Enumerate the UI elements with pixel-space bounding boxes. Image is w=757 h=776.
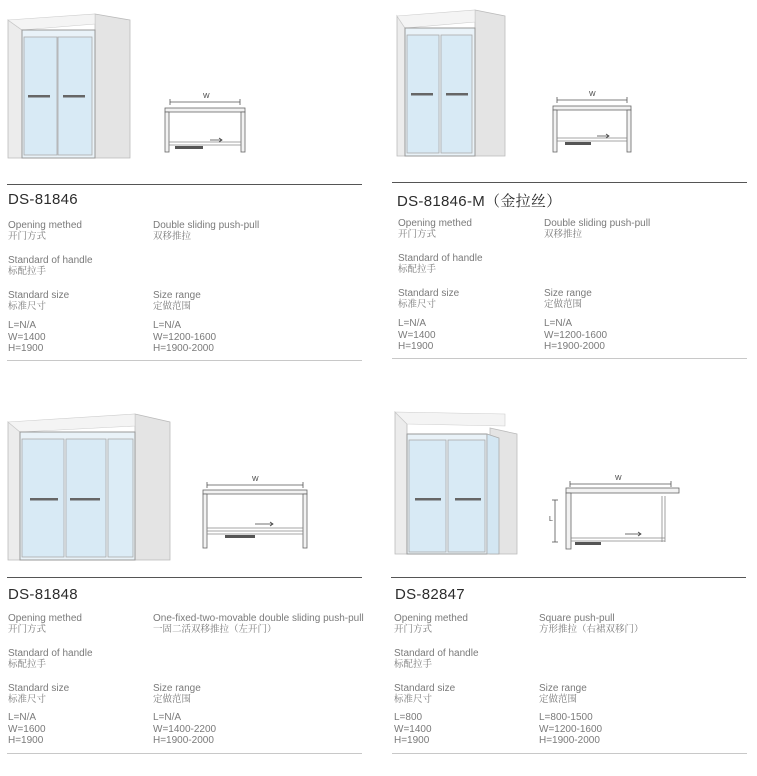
standard-size-values: L=N/A W=1400 H=1900	[8, 320, 46, 354]
section-divider	[392, 182, 747, 183]
standard-size-label: Standard size 标准尺寸	[394, 683, 456, 705]
width-marker: W	[615, 475, 622, 482]
opening-method-value: Double sliding push-pull 双移推拉	[544, 218, 651, 240]
handle-label: Standard of handle 标配拉手	[8, 255, 93, 277]
standard-size-values: L=N/A W=1400 H=1900	[398, 318, 436, 352]
opening-method-value: One-fixed-two-movable double sliding push-pull 一固二活双移推拉（左开门）	[153, 613, 364, 635]
opening-method-value: Square push-pull 方形推拉（右裙双移门）	[539, 613, 644, 635]
standard-size-values: L=800 W=1400 H=1900	[394, 712, 432, 746]
standard-size-label: Standard size 标准尺寸	[8, 683, 70, 705]
bottom-divider	[392, 753, 747, 754]
handle-label: Standard of handle 标配拉手	[398, 253, 483, 275]
width-marker: W	[589, 91, 596, 98]
standard-size-values: L=N/A W=1600 H=1900	[8, 712, 46, 746]
section-divider	[391, 577, 746, 578]
model-number: DS-82847	[395, 586, 465, 603]
size-range-label: Size range 定做范围	[153, 290, 201, 312]
model-number: DS-81848	[8, 586, 78, 603]
product-card-ds-81846	[0, 0, 372, 384]
product-card-ds-81846-m	[385, 0, 757, 384]
size-range-values: L=N/A W=1400-2200 H=1900-2000	[153, 712, 217, 746]
floor-plan-diagram	[385, 392, 757, 572]
length-marker: L	[549, 516, 553, 523]
size-range-label: Size range 定做范围	[153, 683, 201, 705]
size-range-values: L=N/A W=1200-1600 H=1900-2000	[153, 320, 217, 354]
size-range-label: Size range 定做范围	[539, 683, 587, 705]
product-card-ds-81848	[0, 392, 372, 776]
standard-size-label: Standard size 标准尺寸	[8, 290, 70, 312]
opening-method-label: Opening methed 开门方式	[394, 613, 468, 635]
opening-method-label: Opening methed 开门方式	[398, 218, 472, 240]
opening-method-value: Double sliding push-pull 双移推拉	[153, 220, 260, 242]
floor-plan-diagram	[385, 0, 757, 180]
width-marker: W	[252, 476, 259, 483]
bottom-divider	[392, 358, 747, 359]
model-number: DS-81846	[8, 191, 78, 208]
floor-plan-diagram	[0, 0, 372, 180]
size-range-label: Size range 定做范围	[544, 288, 592, 310]
section-divider	[7, 184, 362, 185]
standard-size-label: Standard size 标准尺寸	[398, 288, 460, 310]
handle-label: Standard of handle 标配拉手	[394, 648, 479, 670]
size-range-values: L=N/A W=1200-1600 H=1900-2000	[544, 318, 608, 352]
model-number: DS-81846-M（金拉丝）	[397, 193, 562, 210]
product-card-ds-82847	[385, 392, 757, 776]
section-divider	[7, 577, 362, 578]
width-marker: W	[203, 93, 210, 100]
size-range-values: L=800-1500 W=1200-1600 H=1900-2000	[539, 712, 603, 746]
bottom-divider	[7, 360, 362, 361]
opening-method-label: Opening methed 开门方式	[8, 613, 82, 635]
bottom-divider	[7, 753, 362, 754]
opening-method-label: Opening methed 开门方式	[8, 220, 82, 242]
handle-label: Standard of handle 标配拉手	[8, 648, 93, 670]
floor-plan-diagram	[0, 392, 372, 572]
